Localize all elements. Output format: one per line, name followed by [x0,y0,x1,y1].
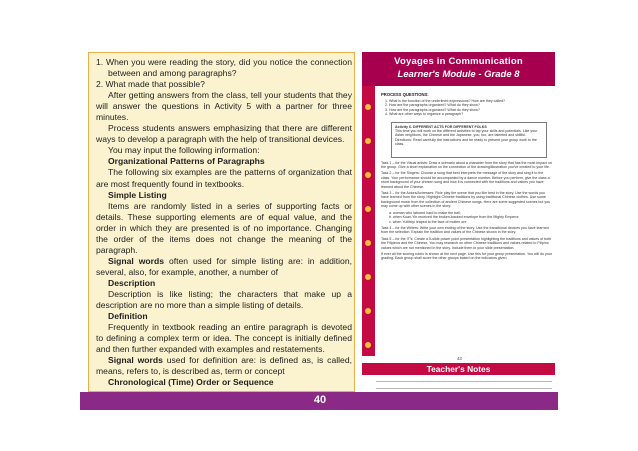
patterns-intro-paragraph: The following six examples are the patterns of organization that are most frequently found in textbooks. [96,167,352,189]
signal-words-listing [96,256,352,278]
module-header-title: Voyages in Communication [394,56,523,67]
signal-words-listing-text: often used for simple listing are: in addition, several, also, for example, another, a number of [96,255,353,277]
decorative-dot [365,104,371,110]
heading-simple-listing: Simple Listing [108,189,167,200]
task-item: Task 5 – for the IT's: Create a 5-slide power point presentation highlighting the traditions and values of both the Filipinos and the Chinese. You may research on other Chinese traditions and values related to Filipino values which are not mentioned in the story. Include them in your slide presentation. [381,236,552,250]
question-1: 1. When you were reading the story, did you notice the connection between and among paragraphs? [96,57,352,79]
decorative-dot [365,206,371,212]
task-bullet: b. when Kuan-Yin received the broken-backed envelope from the Mighty Emperor [389,215,519,220]
heading-definition: Definition [108,311,148,322]
simple-listing-paragraph: Items are randomly listed in a series of supporting facts or details. These supporting elements are of equal value, and the order in which they are presented is of no importance. Changing the order of the items does not change the meaning of the paragraph. [96,200,352,255]
process-questions-title: PROCESS QUESTIONS: [381,92,429,97]
signal-words-label: Signal words [108,255,165,266]
page-footer-bar [80,392,558,410]
decorative-dot [365,274,371,280]
process-questions-list [385,99,553,117]
process-paragraph: Process students answers emphasizing that there are different ways to develop a paragraph with the help of transitional devices. [96,123,352,145]
task-item: Task 2 – for the Singers: Choose a song that best interprets the message of the story and sing it to the class. Your performance should be accompanied by a dance number. Before you perform, give the class a short background of your chosen song and how it is connected with the traditions and values you have learned about the Chinese. [381,171,550,189]
module-page-number: 43 [457,356,462,361]
task-item: Task 4 – for the Writers: Write your own ending of the story. Use the transitional devices you have learned from the selection. Explain the tradition and values of the Chinese shown in the story. [381,225,549,235]
activity-box [391,122,547,158]
notes-line [376,381,552,382]
heading-chronological-order: Chronological (Time) Order or Sequence [108,377,274,388]
rubric-note: If ever all the scoring rubric is shown at the next page. Use this for your group presentation. You will do your grading. Each group shall score the other groups based on the indicators given. [381,251,552,261]
decorative-dot [365,172,371,178]
module-header-subtitle: Learner's Module - Grade 8 [397,69,520,80]
module-page-footer [362,356,555,362]
decorative-dot [365,308,371,314]
activity-text: This time you will work on the different activities to tap your skills and potentials. Like your Asian neighbors, the Chinese and the Japanese, you, too, are talented and skillful. Directions: Read carefully the instructions and be ready to present your group work to the class. [395,129,538,147]
description-paragraph: Description is like listing; the characters that make up a description are no more than a simple listing of details. [96,288,352,311]
heading-organizational-patterns: Organizational Patterns of Paragraphs [108,156,265,167]
instruction-paragraph: After getting answers from the class, tell your students that they will answer the questions in Activity 5 with a partner for three minutes. [96,90,352,123]
activity-title: Activity 6. DIFFERENT ACTS FOR DIFFERENT FOLKS [395,124,487,129]
learners-module-page [362,52,555,392]
signal-words-definition-text: used for definition are: is defined as, is called, means, refers to, is described as, term or concept [96,355,352,377]
process-question: 3. How are the paragraphs organized? What do they show? [385,107,480,112]
teacher-guide-body [96,57,352,388]
teachers-notes-bar [362,363,555,375]
task-bullet: a. woman who labored hard to make the ball; [389,210,461,215]
module-content [377,92,553,263]
decorative-dot [365,342,371,348]
decorative-dot [365,240,371,246]
notes-line [376,388,552,389]
decorative-side-strip [362,86,375,356]
process-question: 4. What are other ways to organize a paragraph? [385,112,464,117]
process-question: 1. What is the function of the underlined expressions? How are they called? [385,99,506,103]
definition-paragraph: Frequently in textbook reading an entire paragraph is devoted to defining a complex term or idea. The concept is initially defined and then further expanded with examples and restatements. [96,322,352,355]
task-item: Task 3 – for the Actors/Actresses: Role play the scene that you like best in the story. Use the words you have learned from the story. Highlight Chinese traditions by using traditional Chinese clothes. Use some background music from the collection of ancient Chinese songs. Here are some suggested scenes but you may come up with other scenes in the story: [381,191,551,209]
page-number: 40 [313,394,327,406]
module-header [362,52,555,86]
task-bullet: c. when YuMeiyi leaped to the face of molten ore [389,219,467,224]
signal-words-label: Signal words [108,355,163,366]
teacher-guide-text-page [88,52,355,392]
task-item: Task 1 – for the Visual artists: Draw a scenario about a character from the story that has the most impact on the group. Give a short explanation on the connection of the drawing/illustration you've created to your life. [381,160,552,170]
signal-words-definition [96,355,352,377]
teachers-notes-label: Teacher's Notes [426,364,491,374]
process-question: 2. How are the paragraphs organized? What do they show? [385,103,480,108]
heading-description: Description [108,277,156,288]
question-2: 2. What made that possible? [96,79,205,90]
input-info-line: You may input the following information: [108,145,260,156]
decorative-dot [365,138,371,144]
